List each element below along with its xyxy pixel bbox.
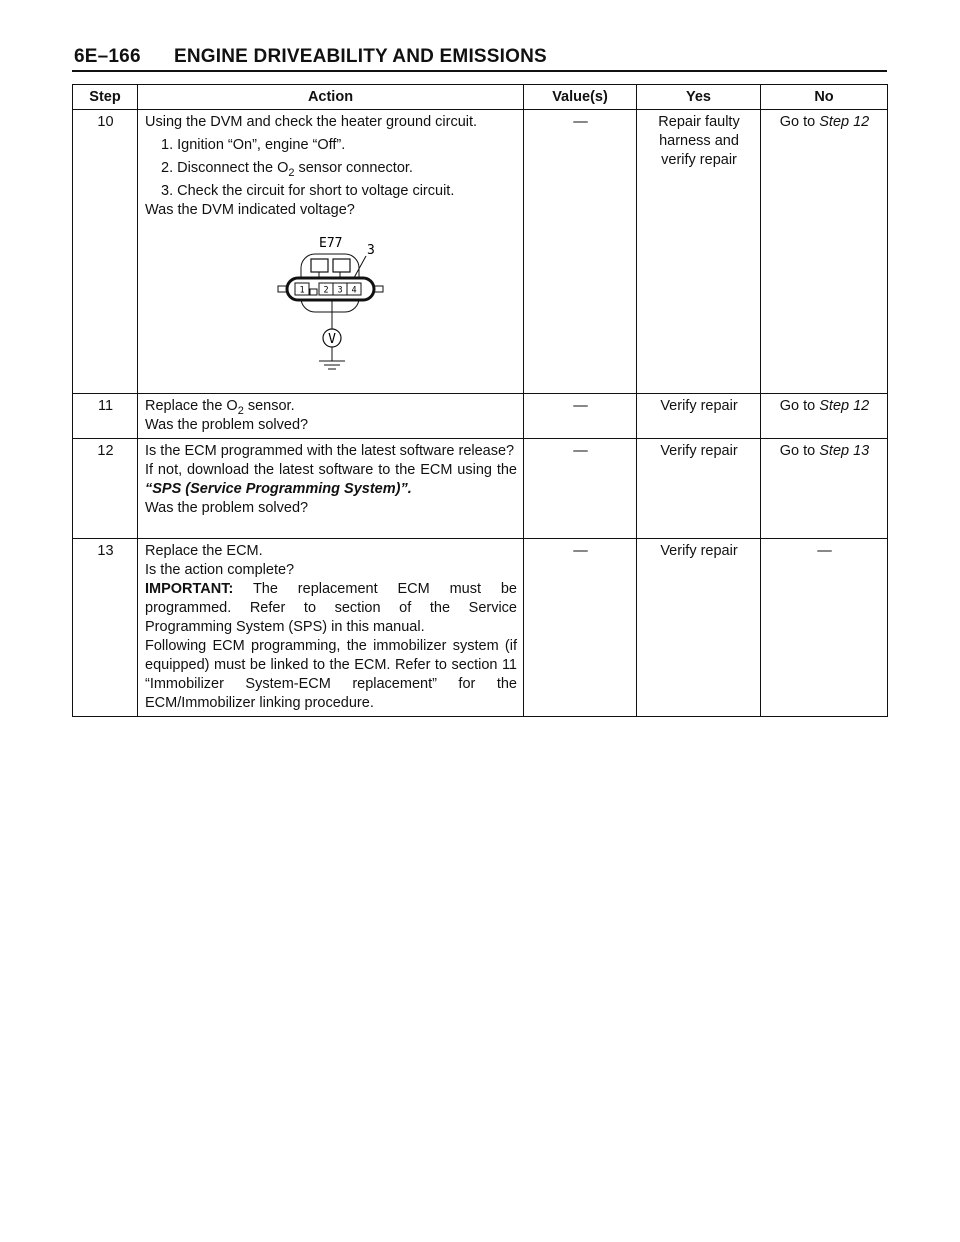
table-row [73, 110, 888, 394]
pin-number: 3 [337, 285, 343, 296]
no-cell: Go to Step 12 [761, 394, 888, 439]
yes-cell: Repair faulty harness and verify repair [637, 110, 761, 394]
step-number: 12 [73, 439, 138, 539]
action-line: Replace the $O_2$ sensor. [145, 398, 295, 417]
values-cell: — [524, 394, 637, 439]
diagnostic-table [72, 84, 888, 717]
no-cell: Go to Step 12 [761, 110, 888, 394]
action-intro: Using the DVM and check the heater ground circuit. [145, 114, 478, 130]
action-substep: 1. Ignition “On”, engine “Off”. [161, 137, 346, 153]
action-substep: 2. Disconnect the $O_2$ sensor connector. [161, 160, 413, 179]
no-cell: Go to Step 13 [761, 439, 888, 539]
pin-number: 1 [299, 285, 305, 296]
values-cell: — [524, 539, 637, 717]
col-no-header: No [761, 85, 888, 110]
action-cell [138, 394, 524, 439]
pin-callout-label: 3 [367, 243, 375, 258]
values-cell: — [524, 439, 637, 539]
step-number: 13 [73, 539, 138, 717]
col-values-header: Value(s) [524, 85, 637, 110]
action-question: Was the problem solved? [145, 417, 309, 433]
connector-latch [311, 259, 328, 272]
action-substep: 3. Check the circuit for short to voltage circuit. [161, 183, 455, 199]
table-header-row [73, 85, 888, 110]
table-row [73, 394, 888, 439]
action-line: Following ECM programming, the immobilizer system (if equipped) must be linked to the ECM. Refer to section 11 “Immobilizer System-ECM replacement” for the ECM/Immobilizer linking procedure. [145, 638, 517, 711]
step-reference: Step 13 [819, 443, 870, 459]
action-question: Was the problem solved? [145, 500, 309, 516]
step-reference: Step 12 [819, 398, 870, 414]
table-row [73, 439, 888, 539]
pin-number: 4 [351, 285, 357, 296]
yes-cell: Verify repair [637, 539, 761, 717]
col-step-header: Step [73, 85, 138, 110]
action-question: Was the DVM indicated voltage? [145, 202, 355, 218]
section-title: ENGINE DRIVEABILITY AND EMISSIONS [174, 46, 547, 67]
important-note: IMPORTANT: The replacement ECM must be programmed. Refer to section of the Service Programming System (SPS) in this manual. [145, 581, 517, 635]
col-yes-header: Yes [637, 85, 761, 110]
page-header [72, 44, 887, 72]
action-line: Replace the ECM. [145, 543, 263, 559]
yes-cell: Verify repair [637, 439, 761, 539]
table-row [73, 539, 888, 717]
step-reference: Step 12 [819, 114, 870, 130]
action-cell [138, 439, 524, 539]
action-line: Is the ECM programmed with the latest software release? [145, 443, 515, 459]
col-action-header: Action [138, 85, 524, 110]
step-number: 10 [73, 110, 138, 394]
pin-number: 2 [323, 285, 329, 296]
action-line: If not, download the latest software to the ECM using the “SPS (Service Programming System)”. [145, 462, 517, 497]
page-number: 6E–166 [74, 46, 141, 67]
connector-label: E77 [319, 236, 343, 251]
connector-latch [333, 259, 350, 272]
connector-diagram [273, 226, 403, 384]
action-line: Is the action complete? [145, 562, 295, 578]
values-cell: — [524, 110, 637, 394]
no-cell: — [761, 539, 888, 717]
voltmeter-label: V [328, 332, 336, 347]
step-number: 11 [73, 394, 138, 439]
sps-reference: “SPS (Service Programming System)”. [145, 481, 412, 497]
action-cell [138, 110, 524, 394]
yes-cell: Verify repair [637, 394, 761, 439]
important-label: IMPORTANT: [145, 581, 234, 597]
action-cell [138, 539, 524, 717]
